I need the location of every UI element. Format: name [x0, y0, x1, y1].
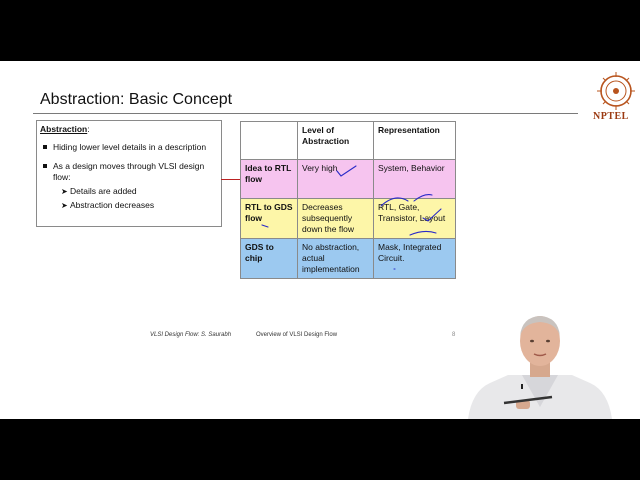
- bullet-item: [40, 142, 218, 153]
- square-bullet-icon: [43, 145, 47, 149]
- level-cell: Decreases subsequently down the flow: [298, 199, 374, 239]
- sub-bullet-text: Abstraction decreases: [70, 200, 155, 210]
- table-header-row: [241, 122, 456, 160]
- table-row: [241, 239, 456, 279]
- representation-cell: RTL, Gate, Transistor, Layout: [374, 199, 456, 239]
- slide: [0, 61, 640, 419]
- level-cell: Very high: [298, 160, 374, 199]
- representation-cell: Mask, Integrated Circuit.: [374, 239, 456, 279]
- page-number: 8: [452, 332, 456, 338]
- sub-bullet-item: [40, 200, 218, 211]
- title-divider: [33, 113, 578, 114]
- header-cell-level: Level of Abstraction: [298, 122, 374, 160]
- representation-cell: System, Behavior: [374, 160, 456, 199]
- arrow-bullet-icon: ➤: [61, 187, 68, 196]
- sub-bullet-text: Details are added: [70, 186, 137, 196]
- footer-course: VLSI Design Flow: S. Saurabh: [150, 332, 232, 338]
- abstraction-table: [240, 121, 456, 279]
- bullet-text: Hiding lower level details in a description: [53, 142, 207, 152]
- sub-bullet-item: [40, 186, 218, 197]
- logo-label: NPTEL: [593, 111, 629, 122]
- slide-title: Abstraction: Basic Concept: [40, 91, 233, 108]
- stage-cell: RTL to GDS flow: [241, 199, 298, 239]
- bullet-text: As a design moves through VLSI design flow:: [53, 161, 205, 182]
- concept-heading-colon: :: [87, 124, 90, 134]
- table-row: [241, 160, 456, 199]
- stage-cell: GDS to chip: [241, 239, 298, 279]
- arrow-bullet-icon: ➤: [61, 201, 68, 210]
- nptel-logo-icon: [594, 69, 638, 113]
- connector-line: [221, 179, 241, 180]
- table-row: [241, 199, 456, 239]
- stage-cell: Idea to RTL flow: [241, 160, 298, 199]
- square-bullet-icon: [43, 164, 47, 168]
- bullet-item: [40, 161, 218, 183]
- concept-heading: Abstraction: [40, 124, 88, 134]
- presenter-image: [460, 311, 620, 419]
- header-cell-representation: Representation: [374, 122, 456, 160]
- header-cell: [241, 122, 298, 160]
- abstraction-concept-box: [36, 120, 222, 227]
- level-cell: No abstraction, actual implementation: [298, 239, 374, 279]
- footer-topic: Overview of VLSI Design Flow: [256, 332, 338, 338]
